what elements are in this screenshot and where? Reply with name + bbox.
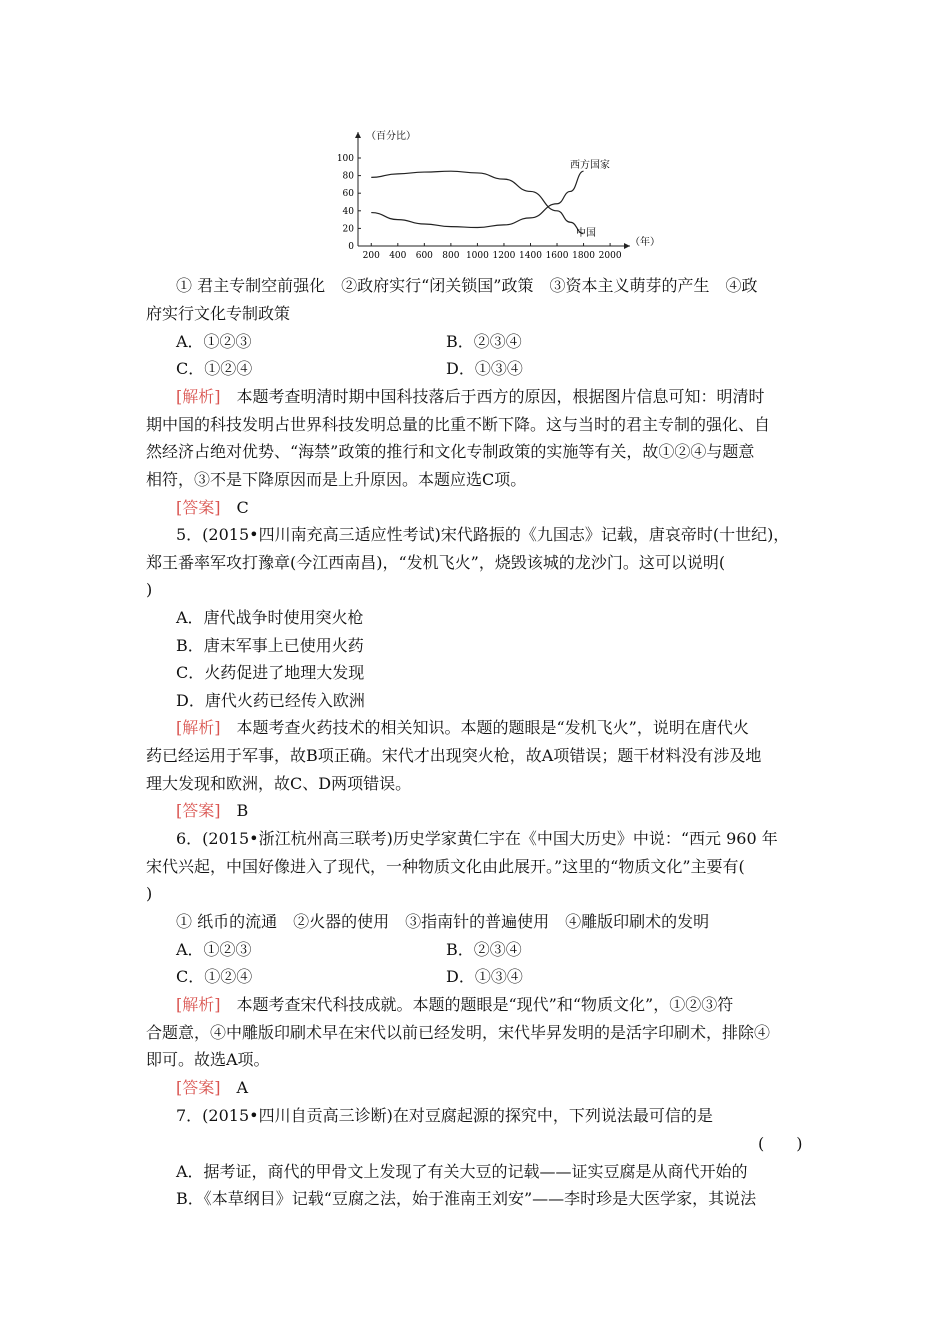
y-tick-label: 100 xyxy=(336,154,354,164)
q5-stem-l2: 郑王番率军攻打豫章(今江西南昌)，“发机飞火”，烧毁该城的龙沙门。这可以说明( xyxy=(146,553,726,572)
q7-bracket: ( ) xyxy=(758,1134,803,1153)
q5-option-d: D．唐代火药已经传入欧洲 xyxy=(176,691,365,710)
q6-stem-l2: 宋代兴起，中国好像进入了现代，一种物质文化由此展开。”这里的“物质文化”主要有( xyxy=(146,857,745,876)
analysis-tag: [解析] xyxy=(176,718,221,737)
q6-analysis-l2: 合题意，④中雕版印刷术早在宋代以前已经发明，宋代毕昇发明的是活字印刷术，排除④ xyxy=(146,1023,771,1042)
chart-ylabel: （百分比） xyxy=(366,131,416,142)
q6-answer xyxy=(176,1078,248,1098)
y-tick-label: 80 xyxy=(342,171,354,182)
q4-analysis-l3: 然经济占绝对优势、“海禁”政策的推行和文化专制政策的实施等有关，故①②④与题意 xyxy=(146,442,755,461)
x-tick-label: 1200 xyxy=(492,251,516,261)
q6-options: ① 纸币的流通 ②火器的使用 ③指南针的普遍使用 ④雕版印刷术的发明 xyxy=(176,912,710,931)
x-tick-label: 600 xyxy=(415,251,433,261)
y-tick-label: 40 xyxy=(342,206,354,217)
y-tick-label: 20 xyxy=(342,224,354,235)
q4-option-b: B．②③④ xyxy=(446,332,522,351)
answer-tag: [答案] xyxy=(176,801,221,820)
x-tick-label: 200 xyxy=(362,251,380,261)
q7-option-a: A．据考证，商代的甲骨文上发现了有关大豆的记载——证实豆腐是从商代开始的 xyxy=(176,1162,748,1181)
answer-tag: [答案] xyxy=(176,1078,221,1097)
y-tick-label: 60 xyxy=(342,189,354,200)
analysis-text: 本题考查明清时期中国科技落后于西方的原因，根据图片信息可知：明清时 xyxy=(220,387,765,406)
q6-option-c: C．①②④ xyxy=(176,967,253,986)
q4-answer xyxy=(176,498,249,518)
series-line-china xyxy=(371,171,583,233)
q4-option-c: C．①②④ xyxy=(176,359,253,378)
q4-options-line2: 府实行文化专制政策 xyxy=(146,304,291,323)
answer-tag: [答案] xyxy=(176,498,221,517)
x-tick-label: 1800 xyxy=(572,251,596,261)
q7-stem-l1: 7．(2015•四川自贡高三诊断)在对豆腐起源的探究中，下列说法最可信的是 xyxy=(176,1106,713,1125)
q4-analysis-l1 xyxy=(176,387,765,407)
y-tick-label: 0 xyxy=(348,242,354,252)
analysis-text: 本题考查宋代科技成就。本题的题眼是“现代”和“物质文化”，①②③符 xyxy=(220,995,734,1014)
q5-stem-l1: 5．(2015•四川南充高三适应性考试)宋代路振的《九国志》记载，唐哀帝时(十世纪)， xyxy=(176,525,790,544)
q5-option-b: B．唐末军事上已使用火药 xyxy=(176,636,364,655)
x-tick-label: 800 xyxy=(442,251,460,261)
answer-value: A xyxy=(220,1078,249,1097)
analysis-text: 本题考查火药技术的相关知识。本题的题眼是“发机飞火”，说明在唐代火 xyxy=(220,718,749,737)
chart-xunit: （年） xyxy=(630,237,660,248)
q4-option-a: A．①②③ xyxy=(176,332,252,351)
analysis-tag: [解析] xyxy=(176,995,221,1014)
series-line-west xyxy=(371,171,583,227)
q6-option-b: B．②③④ xyxy=(446,940,522,959)
x-tick-label: 1600 xyxy=(545,251,569,261)
series-label-china: 中国 xyxy=(576,228,596,239)
q6-stem-l1: 6．(2015•浙江杭州高三联考)历史学家黄仁宇在《中国大历史》中说：“西元 960 年 xyxy=(176,829,778,848)
q6-option-a: A．①②③ xyxy=(176,940,252,959)
q4-option-d: D．①③④ xyxy=(446,359,523,378)
series-label-west: 西方国家 xyxy=(570,160,610,171)
q5-analysis-l2: 药已经运用于军事，故B项正确。宋代才出现突火枪，故A项错误；题干材料没有涉及地 xyxy=(146,746,762,765)
q4-options-line1: ① 君主专制空前强化 ②政府实行“闭关锁国”政策 ③资本主义萌芽的产生 ④政 xyxy=(176,276,758,295)
q6-analysis-l1 xyxy=(176,995,733,1015)
x-tick-label: 1000 xyxy=(465,251,489,261)
answer-value: C xyxy=(220,498,249,517)
q5-analysis-l1 xyxy=(176,718,749,738)
chart-series xyxy=(371,171,583,233)
q5-stem-l3: ) xyxy=(146,580,153,599)
q5-option-c: C．火药促进了地理大发现 xyxy=(176,663,365,682)
q6-stem-l3: ) xyxy=(146,884,153,903)
answer-value: B xyxy=(220,801,249,820)
x-tick-label: 1400 xyxy=(519,251,542,261)
q6-analysis-l3: 即可。故选A项。 xyxy=(146,1050,270,1069)
q5-option-a: A．唐代战争时使用突火枪 xyxy=(176,608,364,627)
q5-answer xyxy=(176,801,248,821)
x-tick-label: 2000 xyxy=(598,251,622,261)
q7-option-b: B．《本草纲目》记载“豆腐之法，始于淮南王刘安”——李时珍是大医学家，其说法 xyxy=(176,1189,757,1208)
x-tick-label: 400 xyxy=(389,251,407,261)
q4-analysis-l2: 期中国的科技发明占世界科技发明总量的比重不断下降。这与当时的君主专制的强化、自 xyxy=(146,415,771,434)
q5-analysis-l3: 理大发现和欧洲，故C、D两项错误。 xyxy=(146,774,412,793)
analysis-tag: [解析] xyxy=(176,387,221,406)
y-axis-arrow xyxy=(355,132,361,138)
line-chart xyxy=(336,120,666,270)
q6-option-d: D．①③④ xyxy=(446,967,523,986)
q4-analysis-l4: 相符，③不是下降原因而是上升原因。本题应选C项。 xyxy=(146,470,527,489)
